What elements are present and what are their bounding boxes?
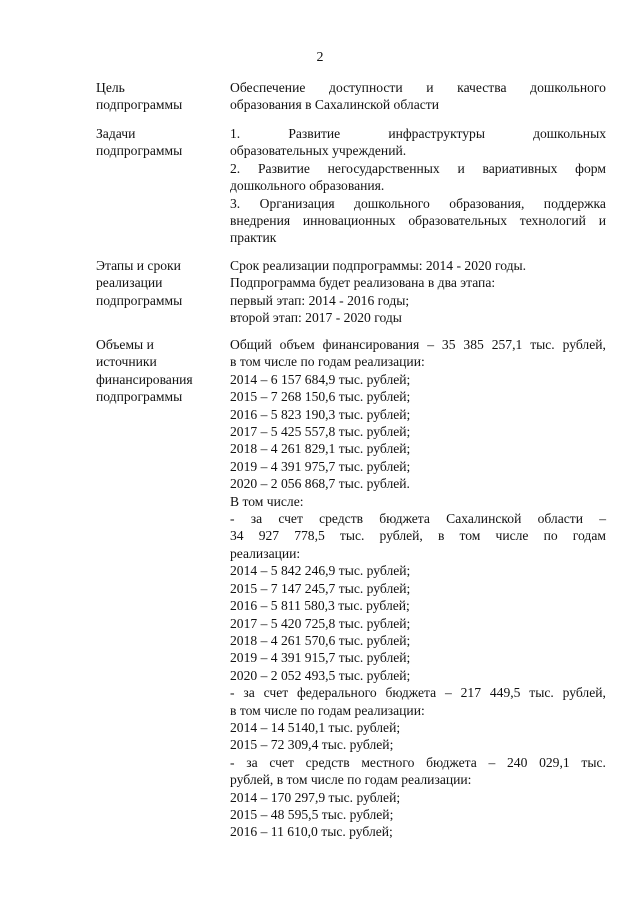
section-label-line: подпрограммы: [96, 97, 183, 113]
section-text-line: реализации:: [230, 545, 301, 561]
section-label-line: подпрограммы: [96, 389, 183, 405]
section-text-line: 1. Развитие инфраструктуры дошкольных: [230, 126, 606, 141]
section-text-line: 2014 – 170 297,9 тыс. рублей;: [230, 789, 401, 805]
section-text-line: дошкольного образования.: [230, 178, 385, 194]
section-text-line: 2014 – 14 5140,1 тыс. рублей;: [230, 719, 401, 735]
section-text-line: внедрения инновационных образовательных технологий и: [230, 213, 606, 229]
section-text-line: 2. Развитие негосударственных и вариативных форм: [230, 160, 606, 176]
section-text-line: 2020 – 2 056 868,7 тыс. рублей.: [230, 476, 410, 492]
section-text-line: Общий объем финансирования – 35 385 257,1 тыс. рублей,: [230, 337, 606, 352]
section-text-line: 2017 – 5 420 725,8 тыс. рублей;: [230, 615, 411, 631]
section-text-line: образовательных учреждений.: [230, 143, 407, 159]
section-text-line: рублей, в том числе по годам реализации:: [230, 772, 472, 788]
section-text-line: первый этап: 2014 - 2016 годы;: [230, 292, 410, 308]
section-text-line: второй этап: 2017 - 2020 годы: [230, 310, 402, 326]
section-text-line: Срок реализации подпрограммы: 2014 - 2020 годы.: [230, 258, 527, 273]
section-text-line: 2019 – 4 391 915,7 тыс. рублей;: [230, 650, 411, 666]
section-text-line: практик: [230, 230, 277, 246]
section-content-funding: [230, 336, 606, 841]
section-label-tasks: [96, 125, 221, 160]
section-text-line: В том числе:: [230, 493, 304, 509]
section-text-line: 2018 – 4 261 829,1 тыс. рублей;: [230, 441, 411, 457]
section-content-stages: [230, 257, 606, 327]
section-text-line: - за счет средств бюджета Сахалинской области –: [230, 511, 606, 527]
section-text-line: 2018 – 4 261 570,6 тыс. рублей;: [230, 632, 411, 648]
section-text-line: в том числе по годам реализации:: [230, 354, 425, 370]
section-text-line: Обеспечение доступности и качества дошкольного: [230, 80, 606, 95]
section-label-line: финансирования: [96, 371, 193, 387]
section-text-line: 2015 – 72 309,4 тыс. рублей;: [230, 737, 394, 753]
section-content-tasks: [230, 125, 606, 247]
section-text-line: Подпрограмма будет реализована в два этапа:: [230, 275, 496, 291]
section-label-funding: [96, 336, 221, 406]
section-text-line: 2015 – 7 147 245,7 тыс. рублей;: [230, 580, 411, 596]
section-label-line: подпрограммы: [96, 143, 183, 159]
section-text-line: в том числе по годам реализации:: [230, 702, 425, 718]
section-label-line: подпрограммы: [96, 292, 183, 308]
section-text-line: 2016 – 5 823 190,3 тыс. рублей;: [230, 406, 411, 422]
section-label-stages: [96, 257, 221, 309]
section-text-line: 2016 – 11 610,0 тыс. рублей;: [230, 824, 393, 840]
section-text-line: 2020 – 2 052 493,5 тыс. рублей;: [230, 667, 411, 683]
section-label-line: Задачи: [96, 126, 136, 141]
section-label-line: реализации: [96, 275, 163, 291]
section-text-line: 2015 – 7 268 150,6 тыс. рублей;: [230, 389, 411, 405]
section-label-line: Объемы и: [96, 337, 154, 352]
section-text-line: - за счет федерального бюджета – 217 449,5 тыс. рублей,: [230, 685, 606, 701]
section-text-line: 2014 – 5 842 246,9 тыс. рублей;: [230, 563, 411, 579]
section-text-line: 2017 – 5 425 557,8 тыс. рублей;: [230, 424, 411, 440]
section-text-line: 2014 – 6 157 684,9 тыс. рублей;: [230, 371, 411, 387]
page-number: 2: [316, 50, 324, 65]
section-text-line: 3. Организация дошкольного образования, поддержка: [230, 195, 606, 211]
section-label-line: Этапы и сроки: [96, 258, 181, 273]
section-text-line: образования в Сахалинской области: [230, 97, 439, 113]
section-content-goal: [230, 79, 606, 114]
section-label-line: Цель: [96, 80, 125, 95]
section-text-line: 2015 – 48 595,5 тыс. рублей;: [230, 806, 394, 822]
section-text-line: 34 927 778,5 тыс. рублей, в том числе по годам: [230, 528, 606, 544]
section-text-line: 2019 – 4 391 975,7 тыс. рублей;: [230, 458, 411, 474]
section-text-line: - за счет средств местного бюджета – 240 029,1 тыс.: [230, 754, 606, 770]
section-label-goal: [96, 79, 221, 114]
section-label-line: источники: [96, 354, 157, 370]
section-text-line: 2016 – 5 811 580,3 тыс. рублей;: [230, 598, 410, 614]
